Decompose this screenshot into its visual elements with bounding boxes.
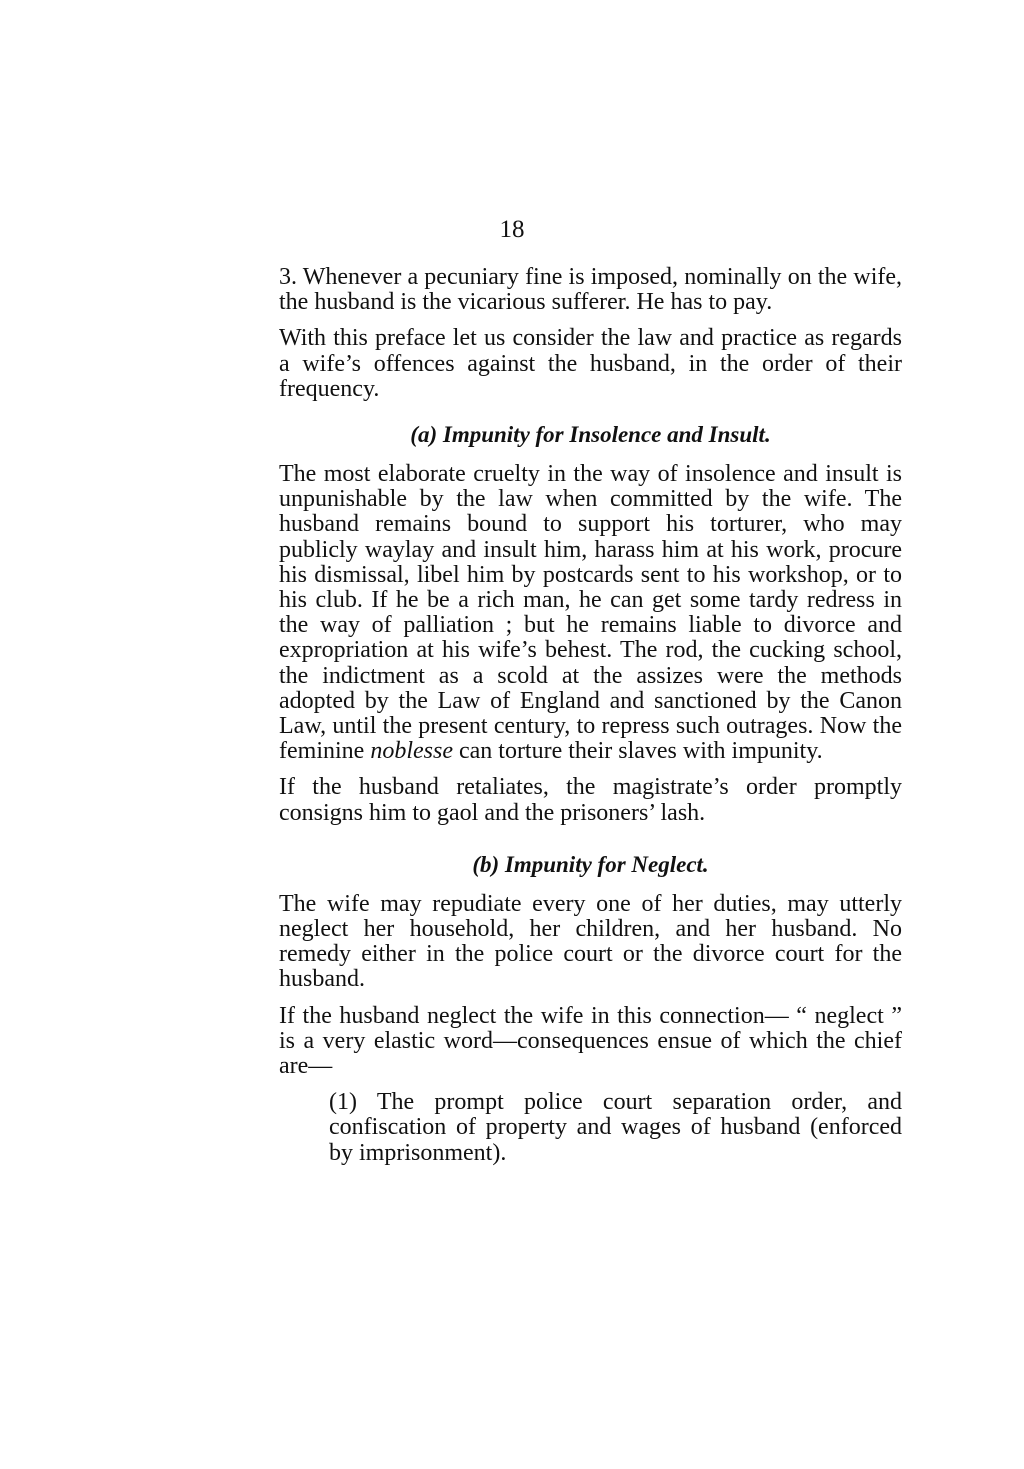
page-number: 18 [499, 216, 525, 243]
paragraph-insolence-text: The most elaborate cruelty in the way of insolence and insult is unpunishable by the law when committed by the wife. The husband remains bound to support his torturer, who may publicly waylay and insult him, harass him at his work, procure his dismissal, libel him by postcards sent to his workshop, or to his club. If he be a rich man, he can get some tardy redress in the way of palliation ; but he remains liable to divorce and expropriation at his wife’s behest. The rod, the cucking school, the indictment as a scold at the assizes were the methods adopted by the Law of England and sanctioned by the Canon Law, until the present century, to repress such outrages. Now the feminine [279, 461, 902, 765]
paragraph-insolence-end: can torture their slaves with impunity. [452, 738, 823, 765]
section-heading-neglect: (b) Impunity for Neglect. [472, 851, 709, 877]
section-heading-insolence: (a) Impunity for Insolence and Insult. [410, 422, 771, 448]
paragraph-consequences: If the husband neglect the wife in this connection— “ neglect ” is a very elastic word—consequences ensue of which the chief are— [279, 1002, 902, 1080]
list-item-separation-order: (1) The prompt police court separation order, and confiscation of property and wages of husband (enforced by imprisonment). [329, 1089, 902, 1166]
paragraph-retaliation: If the husband retaliates, the magistrate’s order promptly consigns him to gaol and the prisoners’ lash. [279, 774, 902, 826]
paragraph-preface: With this preface let us consider the law and practice as regards a wife’s offences against the husband, in the order of their frequency. [279, 325, 902, 402]
paragraph-insolence [279, 462, 902, 764]
paragraph-neglect: The wife may repudiate every one of her duties, may utterly neglect her household, her children, and her husband. No remedy either in the police court or the divorce court for the husband. [279, 890, 902, 993]
italic-noblesse: noblesse [370, 738, 453, 765]
paragraph-fine: 3. Whenever a pecuniary fine is imposed, nominally on the wife, the husband is the vicarious sufferer. He has to pay. [279, 264, 902, 316]
page-body [279, 265, 902, 1166]
